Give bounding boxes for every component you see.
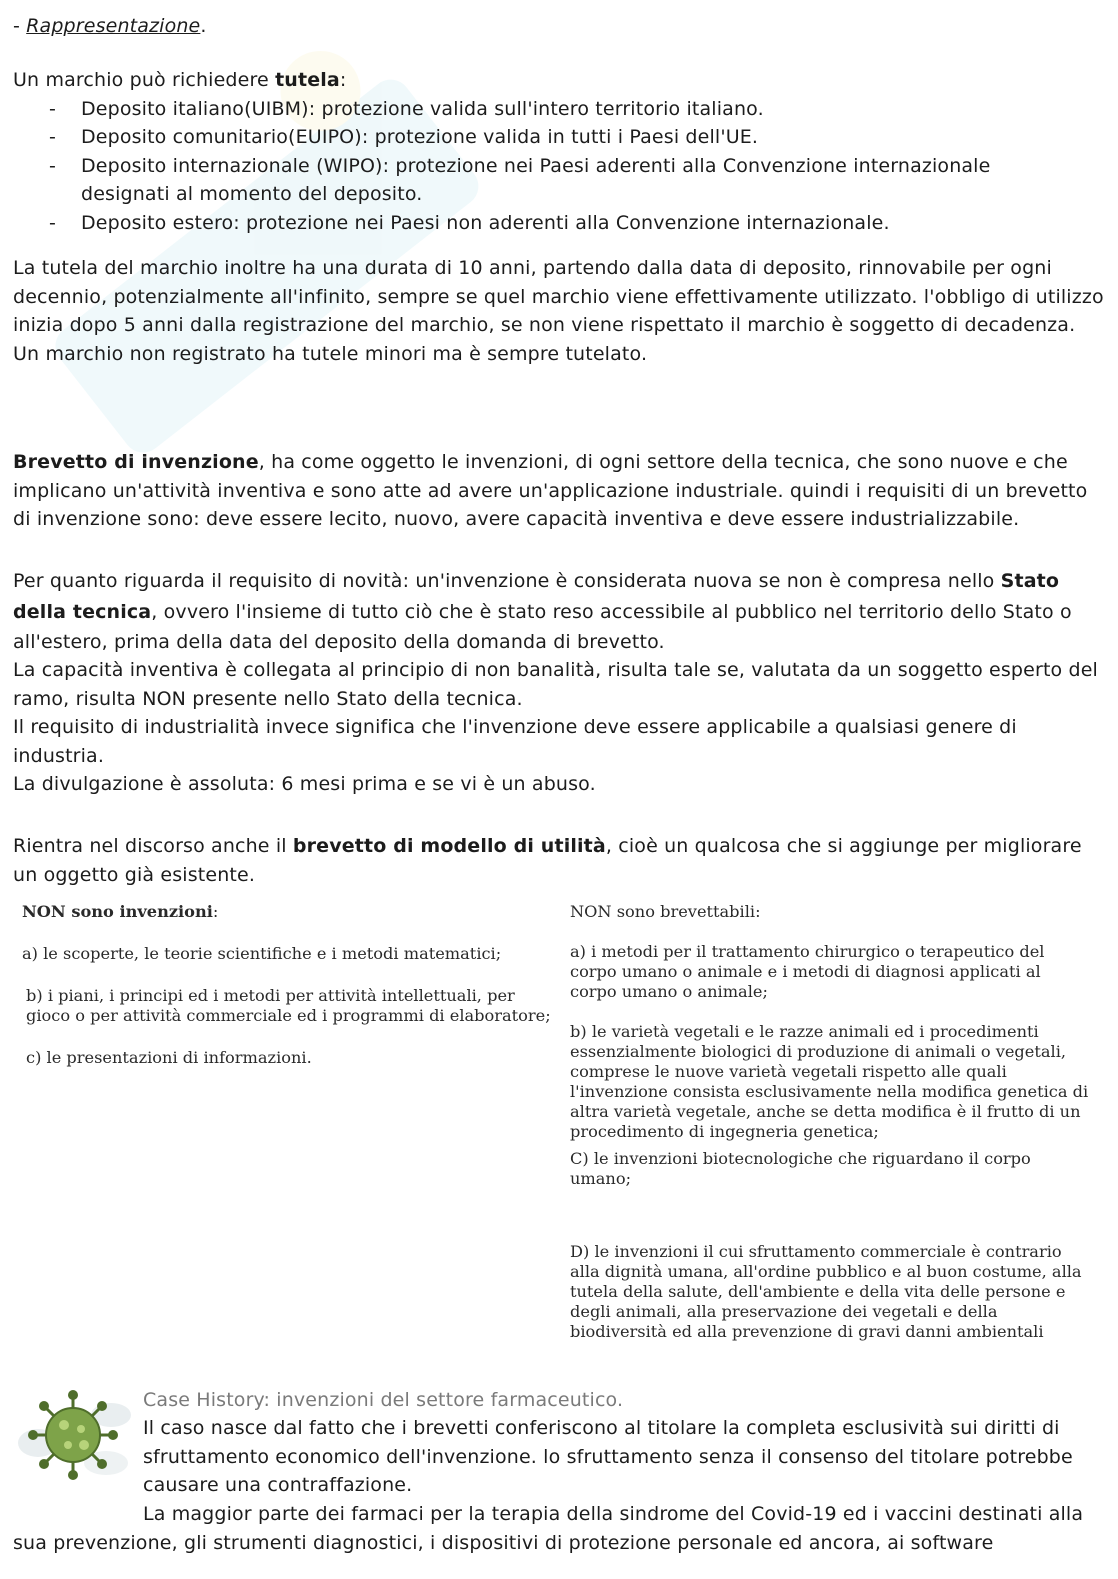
tutela-section: [13, 66, 1108, 237]
non-invenzioni-list: [22, 902, 552, 1068]
requisiti-paragraphs: [13, 656, 1108, 799]
list-item: - Deposito internazionale (WIPO): protezione nei Paesi aderenti alla Convenzione internazionale designati al momento del deposito.: [13, 152, 1108, 209]
list-item: - Deposito estero: protezione nei Paesi non aderenti alla Convenzione internazionale.: [13, 209, 1108, 238]
list-item: - Deposito comunitario(EUIPO): protezione valida in tutti i Paesi dell'UE.: [13, 123, 1108, 152]
stato-tecnica-term: Stato della tecnica: [13, 570, 1060, 623]
modello-term: brevetto di modello di utilità: [292, 835, 606, 857]
intro-line: - Rappresentazione.: [13, 15, 207, 37]
tutela-list: [13, 95, 1108, 238]
list-item: c) le presentazioni di informazioni.: [26, 1048, 312, 1067]
modello-paragraph: Rientra nel discorso anche il brevetto di modello di utilità, cioè un qualcosa che si aggiunge per migliorare un oggetto già esistente.: [13, 835, 1082, 886]
list-item: b) le varietà vegetali e le razze animali ed i procedimenti essenzialmente biologici di produzione di animali o vegetali, comprese le nuove varietà vegetali rispetto alle quali l'invenzione consista esclusivamente nella modifica genetica di altra varietà vegetale, anche se detta modifica è il frutto di un procedimento di ingegneria genetica;: [570, 1022, 1089, 1141]
list-item: D) le invenzioni il cui sfruttamento commerciale è contrario alla dignità umana, all'ordine pubblico e al buon costume, alla tutela della salute, dell'ambiente e della vita delle persone e degli animali, alla preservazione dei vegetali e della biodiversità ed alla prevenzione di gravi danni ambientali: [570, 1242, 1082, 1341]
list-item: C) le invenzioni biotecnologiche che riguardano il corpo umano;: [570, 1149, 1031, 1188]
brevetto-title: Brevetto di invenzione: [13, 451, 259, 473]
tutela-lead: Un marchio può richiedere tutela:: [13, 69, 347, 91]
novita-paragraph: Per quanto riguarda il requisito di novità: un'invenzione è considerata nuova se non è compresa nello Stato della tecnica, ovvero l'insieme di tutto ciò che è stato reso accessibile al pubblico nel territorio dello Stato o all'estero, prima della data del deposito della domanda di brevetto.: [13, 570, 1072, 653]
capacita-text: La capacità inventiva è collegata al principio di non banalità, risulta tale se, valutata da un soggetto esperto del ramo, risulta NON presente nello Stato della tecnica.: [13, 659, 1098, 710]
covid-virus-icon: [16, 1385, 131, 1485]
case-history-p2: La maggior parte dei farmaci per la terapia della sindrome del Covid-19 ed i vaccini destinati alla sua prevenzione, gli strumenti diagnostici, i dispositivi di protezione personale ed ancora, ai software: [13, 1503, 1084, 1554]
list-item: - Deposito italiano(UIBM): protezione valida sull'intero territorio italiano.: [13, 95, 1108, 124]
case-history-title: Case History: invenzioni del settore farmaceutico.: [143, 1389, 624, 1411]
industrialita-text: Il requisito di industrialità invece significa che l'invenzione deve essere applicabile a qualsiasi genere di industria.: [13, 716, 1017, 767]
durata-text: La tutela del marchio inoltre ha una durata di 10 anni, partendo dalla data di deposito, rinnovabile per ogni decennio, potenzialmente all'infinito, sempre se quel marchio viene effettivamente utilizzato. l'obbligo di utilizzo inizia dopo 5 anni dalla registrazione del marchio, se non viene rispettato il marchio è soggetto di decadenza.: [13, 257, 1104, 336]
non-brevettabili-list: [570, 902, 1090, 1342]
list-item: a) le scoperte, le teorie scientifiche e i metodi matematici;: [22, 944, 502, 963]
brevetto-paragraph: Brevetto di invenzione, ha come oggetto le invenzioni, di ogni settore della tecnica, che sono nuove e che implicano un'attività inventiva e sono atte ad avere un'applicazione industriale. quindi i requisiti di un brevetto di invenzione sono: deve essere lecito, nuovo, avere capacità inventiva e deve essere industrializzabile.: [13, 451, 1088, 530]
list-item: b) i piani, i principi ed i metodi per attività intellettuali, per gioco o per attività commerciale ed i programmi di elaboratore;: [26, 986, 551, 1025]
non-registrato-text: Un marchio non registrato ha tutele minori ma è sempre tutelato.: [13, 342, 648, 365]
non-invenzioni-title: NON sono invenzioni:: [22, 902, 219, 921]
rappresentazione-label: Rappresentazione: [26, 15, 201, 37]
divulgazione-text: La divulgazione è assoluta: 6 mesi prima e se vi è un abuso.: [13, 773, 596, 795]
durata-paragraph: [13, 254, 1108, 368]
non-brevettabili-title: NON sono brevettabili:: [570, 902, 761, 921]
case-history-p1: Il caso nasce dal fatto che i brevetti conferiscono al titolare la completa esclusività sui diritti di sfruttamento economico dell'invenzione. lo sfruttamento senza il consenso del titolare potrebbe causare una contraffazione.: [143, 1417, 1073, 1496]
list-item: a) i metodi per il trattamento chirurgico o terapeutico del corpo umano o animale e i metodi di diagnosi applicati al corpo umano o animale;: [570, 942, 1045, 1001]
